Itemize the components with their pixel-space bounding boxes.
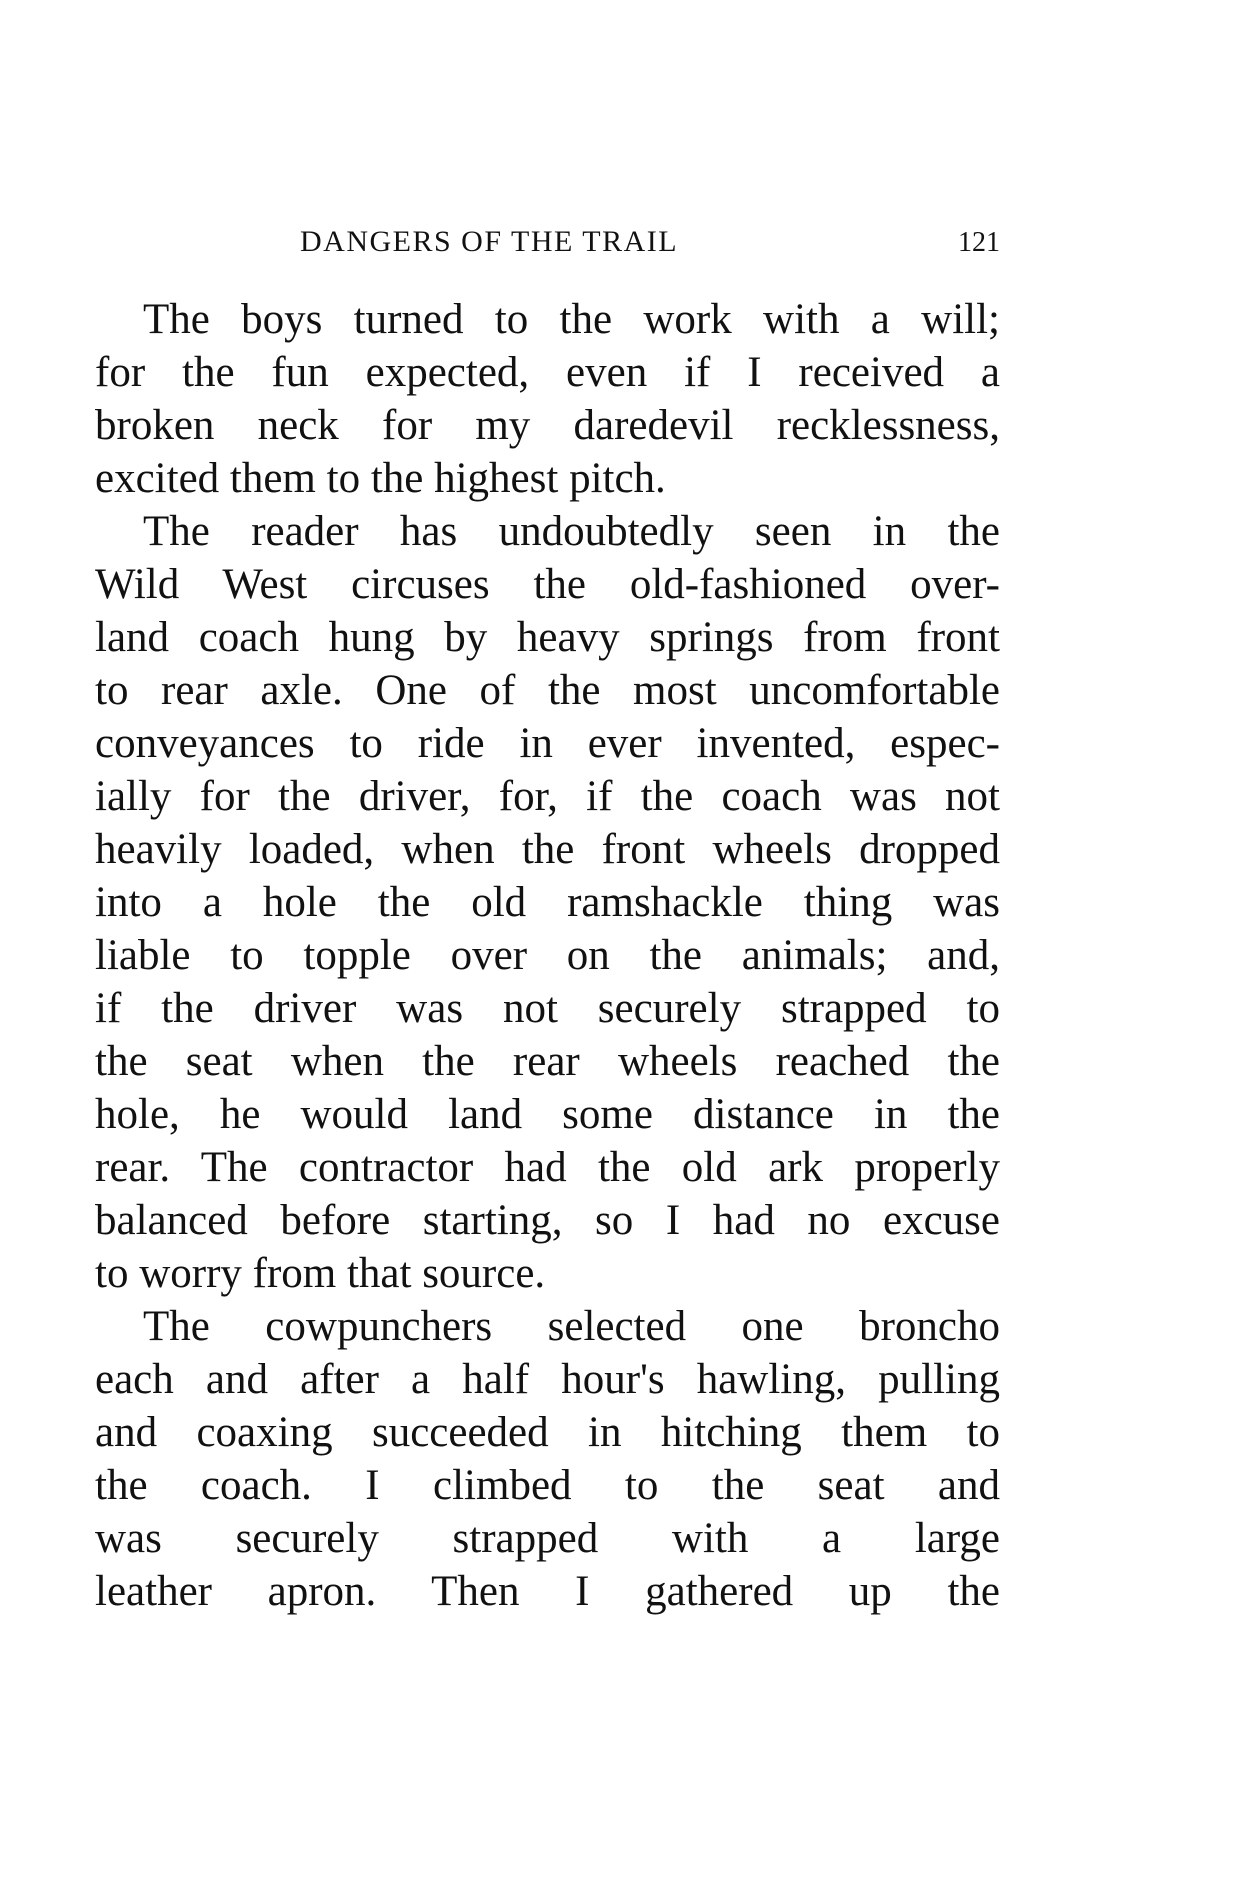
text-line: leather apron. Then I gathered up the <box>95 1568 1000 1615</box>
text-line: the seat when the rear wheels reached the <box>95 1038 1000 1085</box>
text-line: if the driver was not securely strapped to <box>95 985 1000 1032</box>
text-line: each and after a half hour's hawling, pulling <box>95 1356 1000 1403</box>
text-line: the coach. I climbed to the seat and <box>95 1462 1000 1509</box>
text-line: rear. The contractor had the old ark properly <box>95 1144 1000 1191</box>
text-line: The cowpunchers selected one broncho <box>143 1303 1000 1350</box>
running-header <box>95 225 1000 265</box>
text-line: The boys turned to the work with a will; <box>143 296 1000 343</box>
text-line: for the fun expected, even if I received a <box>95 349 1000 396</box>
text-line: hole, he would land some distance in the <box>95 1091 1000 1138</box>
text-line: excited them to the highest pitch. <box>95 455 666 502</box>
text-line: into a hole the old ramshackle thing was <box>95 879 1000 926</box>
body-text <box>95 293 1000 1618</box>
text-line: to worry from that source. <box>95 1250 546 1297</box>
text-line: to rear axle. One of the most uncomfortable <box>95 667 1000 714</box>
page-number: 121 <box>958 227 1000 258</box>
text-line: was securely strapped with a large <box>95 1515 1000 1562</box>
text-line: broken neck for my daredevil recklessness, <box>95 402 1000 449</box>
text-line: balanced before starting, so I had no excuse <box>95 1197 1000 1244</box>
text-line: ially for the driver, for, if the coach was not <box>95 773 1000 820</box>
text-line: The reader has undoubtedly seen in the <box>143 508 1000 555</box>
text-line: land coach hung by heavy springs from front <box>95 614 1000 661</box>
text-line: heavily loaded, when the front wheels dropped <box>95 826 1000 873</box>
text-line: conveyances to ride in ever invented, espec- <box>95 720 1000 767</box>
text-line: liable to topple over on the animals; and, <box>95 932 1000 979</box>
text-line: and coaxing succeeded in hitching them to <box>95 1409 1000 1456</box>
text-line: Wild West circuses the old-fashioned over- <box>95 561 1000 608</box>
running-head-title: DANGERS OF THE TRAIL <box>300 225 679 258</box>
